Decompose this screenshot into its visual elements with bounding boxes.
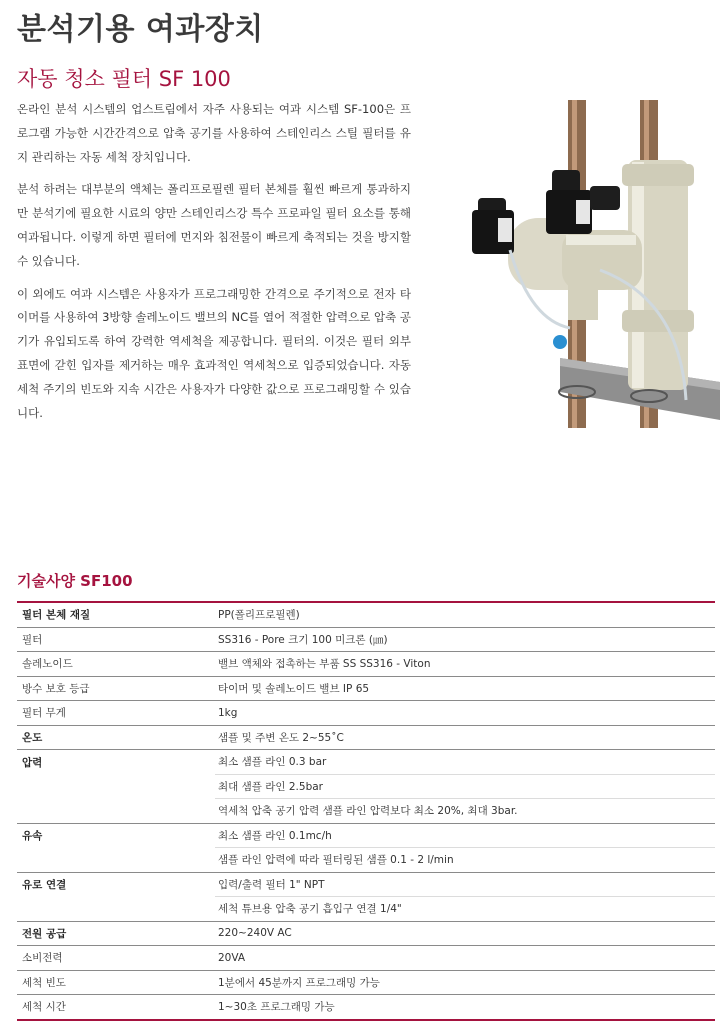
spec-label: 필터 [17,627,215,652]
paragraph-3: 이 외에도 여과 시스템은 사용자가 프로그래밍한 간격으로 주기적으로 전자 타이머를 사용하여 3방향 솔레노이드 밸브의 NC를 열어 적절한 압력으로 압축 공기가 유입되도록 하여 강력한 역세척을 제공합니다. 필터의. 이것은 필터 외부 표면에 갇힌 입자를 제거하는 매우 효과적인 역세척으로 입증되었습니다. 자동 세척 주기의 빈도와 지속 시간은 사용자가 다양한 값으로 프로그래밍할 수 있습니다. [17,286,411,420]
spec-row [17,823,715,848]
spec-label: 소비전력 [17,946,215,971]
spec-row [17,970,715,995]
spec-label [17,897,215,922]
spec-value: PP(폴리프로필렌) [215,602,715,627]
spec-label [17,799,215,824]
spec-label: 세척 시간 [17,995,215,1020]
spec-label: 솔레노이드 [17,652,215,677]
spec-value: 밸브 액체와 접촉하는 부품 SS SS316 - Viton [215,652,715,677]
spec-value: 입력/출력 필터 1" NPT [215,872,715,897]
spec-row [17,897,715,922]
spec-label [17,774,215,799]
paragraph-2: 분석 하려는 대부분의 액체는 폴리프로필렌 필터 본체를 훨씬 빠르게 통과하지만 분석기에 필요한 시료의 양만 스테인리스강 특수 프로파일 필터 요소를 통해 여과됩니다. 이렇게 하면 필터에 먼지와 침전물이 빠르게 축적되는 것을 방지할 수 있습니다. [17,182,411,268]
spec-value: 220~240V AC [215,921,715,946]
spec-value: 세척 튜브용 압축 공기 흡입구 연결 1/4" [215,897,715,922]
spec-row [17,725,715,750]
spec-row [17,652,715,677]
spec-value: 20VA [215,946,715,971]
spec-label: 유속 [17,823,215,848]
spec-label [17,848,215,873]
page-title: 분석기용 여과장치 [17,12,264,47]
product-photo [450,100,720,428]
spec-label: 압력 [17,750,215,775]
spec-table [17,601,715,1021]
spec-row [17,872,715,897]
spec-value: 1~30초 프로그래밍 가능 [215,995,715,1020]
spec-value: 최소 샘플 라인 0.1mc/h [215,823,715,848]
spec-row [17,848,715,873]
spec-value: 타이머 및 솔레노이드 밸브 IP 65 [215,676,715,701]
spec-label: 유로 연결 [17,872,215,897]
spec-title: 기술사양 SF100 [17,572,133,590]
spec-row [17,750,715,775]
spec-row [17,774,715,799]
spec-row [17,921,715,946]
spec-label: 필터 본체 재질 [17,602,215,627]
spec-value: 최소 샘플 라인 0.3 bar [215,750,715,775]
spec-row [17,946,715,971]
spec-row [17,602,715,627]
description [17,98,411,434]
spec-value: 샘플 및 주변 온도 2~55˚C [215,725,715,750]
spec-value: SS316 - Pore 크기 100 미크론 (㎛) [215,627,715,652]
spec-value: 최대 샘플 라인 2.5bar [215,774,715,799]
paragraph-1: 온라인 분석 시스템의 업스트림에서 자주 사용되는 여과 시스템 SF-100은 프로그램 가능한 시간간격으로 압축 공기를 사용하여 스테인리스 스틸 필터를 유지 관리하는 자동 세척 장치입니다. [17,102,411,164]
spec-label: 세척 빈도 [17,970,215,995]
spec-label: 방수 보호 등급 [17,676,215,701]
spec-value: 1분에서 45분까지 프로그래밍 가능 [215,970,715,995]
spec-label: 전원 공급 [17,921,215,946]
spec-value: 역세척 압축 공기 압력 샘플 라인 압력보다 최소 20%, 최대 3bar. [215,799,715,824]
spec-value: 1kg [215,701,715,726]
spec-row [17,995,715,1020]
spec-label: 필터 무게 [17,701,215,726]
product-subtitle: 자동 청소 필터 SF 100 [17,67,231,91]
spec-row [17,701,715,726]
spec-value: 샘플 라인 압력에 따라 필터링된 샘플 0.1 - 2 l/min [215,848,715,873]
spec-row [17,676,715,701]
spec-row [17,799,715,824]
spec-row [17,627,715,652]
spec-label: 온도 [17,725,215,750]
